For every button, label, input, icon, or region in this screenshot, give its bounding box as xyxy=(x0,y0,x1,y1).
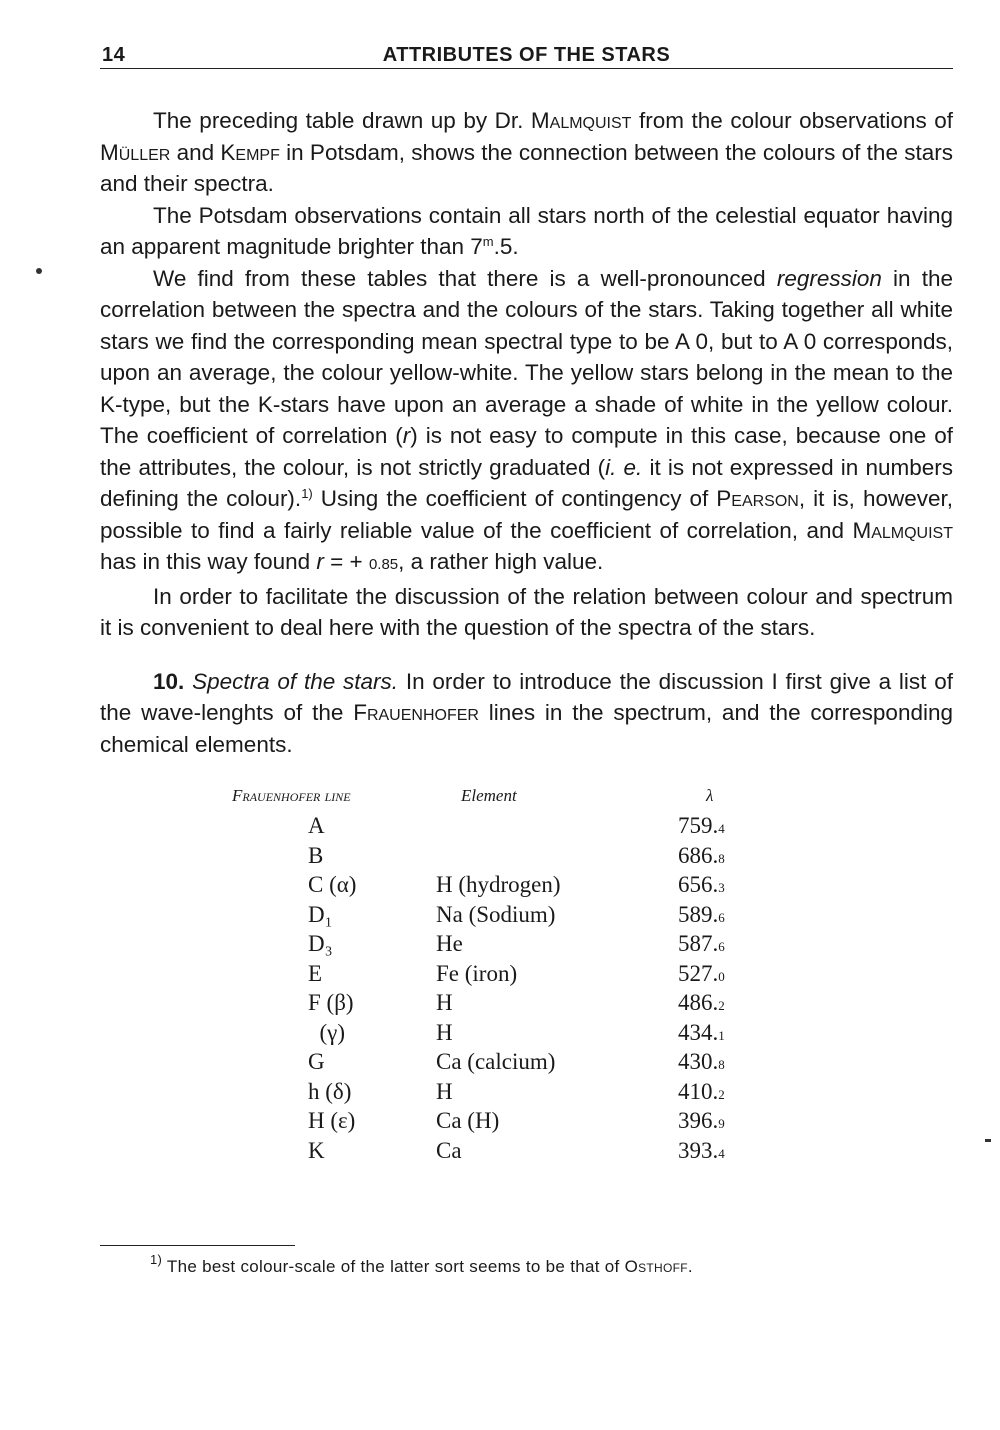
table-row xyxy=(100,813,953,843)
line-cell: D₃ xyxy=(308,931,333,956)
wavelength-cell xyxy=(678,931,725,957)
author-name: Frauenhofer xyxy=(353,700,479,725)
line-cell: C (α) xyxy=(308,872,357,897)
magnitude-superscript: m xyxy=(482,234,494,249)
text-span: In order to introduce the discussion I first give a list of the wave-lenghts of the xyxy=(100,668,953,725)
paragraph-3 xyxy=(100,263,953,581)
table-row xyxy=(100,843,953,873)
table-row xyxy=(100,1049,953,1079)
line-cell: K xyxy=(308,1137,325,1163)
text-span: The best colour-scale of the latter sort seems to be that of xyxy=(162,1257,625,1276)
line-cell: G xyxy=(308,1049,325,1074)
wavelength-decimal: 8 xyxy=(718,850,725,866)
text-span: = + xyxy=(323,549,369,574)
wavelength-decimal: 2 xyxy=(718,998,725,1013)
author-name: Malmquist xyxy=(530,108,632,133)
element-cell: H (hydrogen) xyxy=(436,872,561,897)
author-name: Müller xyxy=(100,139,171,165)
footnote-ref: 1) xyxy=(301,486,313,501)
table-row xyxy=(100,1020,953,1050)
wavelength-int: 759. xyxy=(678,813,719,838)
wavelength-decimal: 6 xyxy=(718,909,725,925)
wavelength-cell xyxy=(678,813,725,839)
element-cell: Fe (iron) xyxy=(436,960,518,986)
wavelength-int: 486. xyxy=(678,990,719,1015)
paragraph-1 xyxy=(100,105,953,200)
text-span: . xyxy=(687,1257,693,1276)
page xyxy=(100,38,953,1166)
wavelength-int: 430. xyxy=(678,1049,719,1074)
section-title: Spectra of the stars. xyxy=(192,668,399,694)
footnote-rule xyxy=(100,1245,295,1246)
line-cell: H (ε) xyxy=(308,1108,356,1133)
emphasis: regression xyxy=(776,265,882,291)
header-element: Element xyxy=(461,786,517,805)
element-cell: Ca (calcium) xyxy=(436,1049,556,1074)
body-text xyxy=(100,105,953,760)
element-cell: He xyxy=(436,931,463,956)
wavelength-int: 686. xyxy=(678,842,719,868)
wavelength-decimal: 2 xyxy=(718,1086,725,1102)
wavelength-int: 434. xyxy=(678,1019,719,1045)
element-cell: H xyxy=(436,1019,453,1045)
paragraph-4: In order to facilitate the discussion of the relation between colour and spectrum it is convenient to deal here with the question of the spectra of the stars. xyxy=(100,583,953,640)
element-cell: Ca (H) xyxy=(436,1108,500,1133)
text-span: The preceding table drawn up by Dr. xyxy=(153,108,531,133)
wavelength-cell xyxy=(678,1049,725,1075)
table-row xyxy=(100,1138,953,1168)
line-cell: F (β) xyxy=(308,990,354,1015)
text-span: We find from these tables that there is a well-pronounced xyxy=(153,265,777,291)
wavelength-int: 393. xyxy=(678,1137,719,1163)
wavelength-cell xyxy=(678,872,725,898)
wavelength-decimal: 6 xyxy=(718,939,725,954)
paragraph-2 xyxy=(100,200,953,263)
text-span: lines in the spectrum, and the corresponding chemical elements. xyxy=(100,700,953,757)
wavelength-decimal: 1 xyxy=(718,1027,725,1043)
wavelength-cell xyxy=(678,1108,725,1134)
table-row xyxy=(100,1108,953,1138)
text-span: it is not expressed in numbers defining the colour). xyxy=(100,454,953,511)
wavelength-int: 396. xyxy=(678,1108,719,1133)
author-name: Pearson xyxy=(716,486,799,511)
author-name: Kempf xyxy=(220,139,280,165)
wavelength-decimal: 0 xyxy=(718,968,725,984)
running-title: ATTRIBUTES OF THE STARS xyxy=(382,44,671,66)
line-cell: A xyxy=(308,813,325,838)
wavelength-int: 587. xyxy=(678,931,719,956)
wavelength-decimal: 4 xyxy=(718,1145,725,1161)
text-span: and xyxy=(170,139,221,165)
section-10-paragraph xyxy=(100,666,953,761)
text-span: .5. xyxy=(493,234,519,259)
text-span: , a rather high value. xyxy=(398,549,604,574)
text-span: in the correlation between the spectra and the colours of the stars. Taking together all white stars we find the corresponding mean spectral type to be A 0, but to A 0 corresponds, upon an average, the colour yellow-white. The yellow stars belong in the mean to the K-type, but the K-stars have upon an average a shade of white in the yellow colour. The coefficient of correlation ( xyxy=(100,265,953,448)
header-line: Frauenhofer line xyxy=(232,786,351,805)
table-row xyxy=(100,1079,953,1109)
header-lambda: λ xyxy=(706,786,714,805)
text-span: The Potsdam observations contain all stars north of the celestial equator having an apparent magnitude brighter than 7 xyxy=(100,202,953,259)
line-cell: D₁ xyxy=(308,901,333,927)
element-cell: H xyxy=(436,1078,453,1104)
wavelength-decimal: 4 xyxy=(718,821,725,836)
wavelength-cell xyxy=(678,843,725,869)
table-row xyxy=(100,872,953,902)
table-row xyxy=(100,961,953,991)
footnote-mark: 1) xyxy=(150,1252,163,1267)
wavelength-cell xyxy=(678,1020,725,1046)
table-row xyxy=(100,990,953,1020)
footnote xyxy=(150,1252,693,1277)
section-gap xyxy=(100,644,953,666)
variable-r: r xyxy=(402,423,411,448)
text-span: ) is not easy to compute in this case, because one of the attributes, the colour, is not strictly graduated ( xyxy=(100,423,953,480)
element-cell: H xyxy=(436,990,453,1015)
frauenhofer-table xyxy=(100,786,953,1166)
wavelength-decimal: 3 xyxy=(718,880,725,895)
page-header xyxy=(100,38,953,69)
wavelength-decimal: 8 xyxy=(718,1057,725,1072)
wavelength-cell xyxy=(678,1079,725,1105)
line-cell: h (δ) xyxy=(308,1078,352,1104)
correlation-value: 0.85 xyxy=(368,556,399,573)
margin-dot xyxy=(36,268,42,274)
emphasis: i. e. xyxy=(605,454,643,480)
text-span: in Potsdam, shows the connection between the colours of the stars and their spectra. xyxy=(100,139,953,196)
author-name: Malmquist xyxy=(852,517,953,543)
line-cell: B xyxy=(308,842,324,868)
line-cell: (γ) xyxy=(308,1019,345,1045)
text-span: Using the coefficient of contingency of xyxy=(312,486,717,511)
table-row xyxy=(100,931,953,961)
element-cell: Ca xyxy=(436,1137,462,1163)
wavelength-cell xyxy=(678,961,725,987)
wavelength-int: 589. xyxy=(678,901,719,927)
wavelength-decimal: 9 xyxy=(718,1116,725,1131)
table-row xyxy=(100,902,953,932)
wavelength-int: 410. xyxy=(678,1078,719,1104)
wavelength-cell xyxy=(678,990,725,1016)
variable-r: r xyxy=(316,549,324,574)
section-number: 10. xyxy=(153,668,185,694)
element-cell: Na (Sodium) xyxy=(436,901,556,927)
text-span: has in this way found xyxy=(100,549,317,574)
wavelength-cell xyxy=(678,1138,725,1164)
author-name: Osthoff xyxy=(624,1257,688,1276)
text-span: , it is, however, possible to find a fairly reliable value of the coefficient of correlation, and xyxy=(100,486,954,543)
wavelength-cell xyxy=(678,902,725,928)
wavelength-int: 527. xyxy=(678,960,719,986)
line-cell: E xyxy=(308,960,323,986)
text-span: from the colour observations of xyxy=(631,108,953,133)
wavelength-int: 656. xyxy=(678,872,719,897)
page-number: 14 xyxy=(102,44,126,66)
margin-mark xyxy=(985,1139,991,1142)
